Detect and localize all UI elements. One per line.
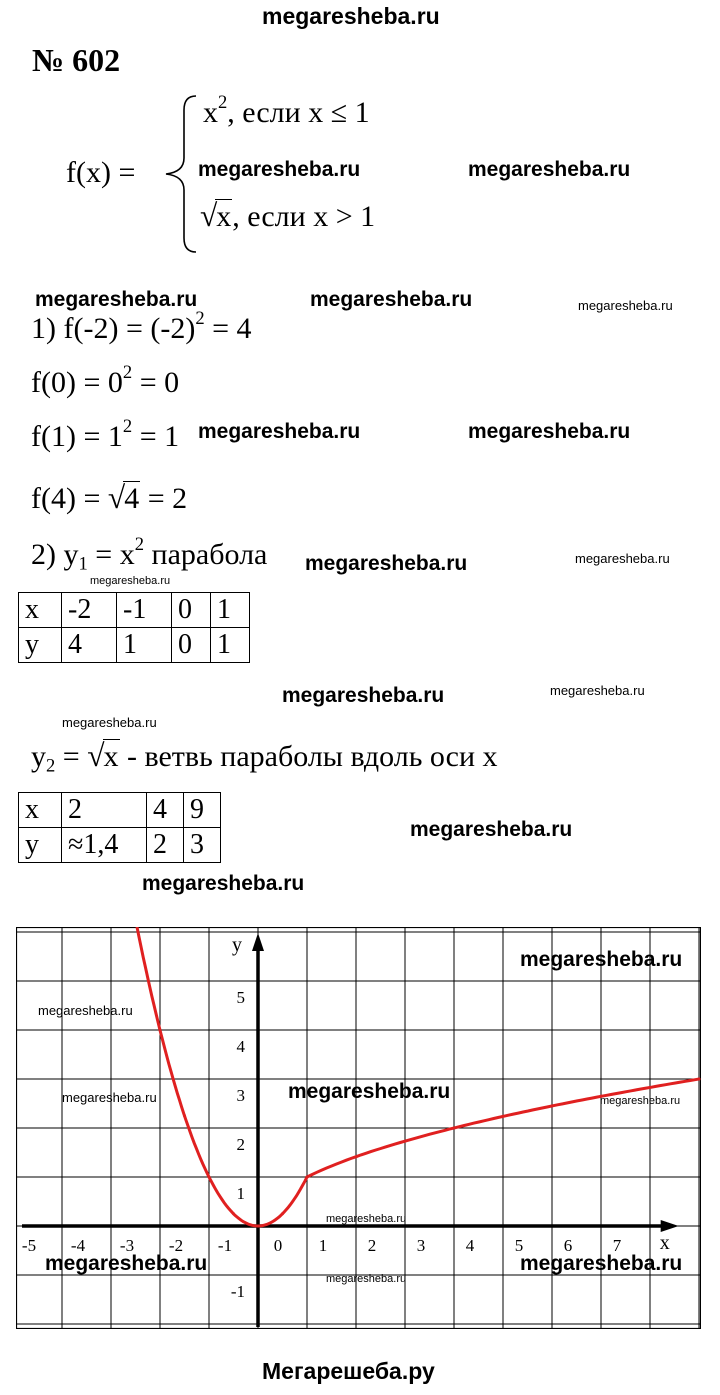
- case-1: [203, 92, 370, 130]
- function-lhs: f(x) =: [66, 156, 136, 189]
- sqrt-4: √4: [107, 480, 140, 515]
- table-cell: 1: [211, 628, 250, 663]
- x-tick-label: 4: [465, 1236, 475, 1255]
- header-site[interactable]: megaresheba.ru: [262, 3, 440, 29]
- case1-cond: , если x ≤ 1: [227, 96, 370, 129]
- x-tick-label: -2: [168, 1236, 184, 1255]
- watermark: megaresheba.ru: [35, 288, 198, 311]
- x-tick-label: 7: [612, 1236, 622, 1255]
- y-tick-label: 3: [236, 1086, 245, 1105]
- table-y2: [18, 792, 221, 863]
- table-row: [19, 828, 221, 863]
- table-cell: 0: [172, 593, 211, 628]
- data-point: [306, 1176, 309, 1179]
- data-point: [453, 1127, 456, 1130]
- case2-cond: , если x > 1: [232, 200, 376, 233]
- watermark: megaresheba.ru: [305, 552, 468, 575]
- y2-definition: $y_2 = √x$ - ветвь параболы вдоль оси x: [31, 738, 498, 777]
- case2-radicand: x: [216, 200, 232, 233]
- data-point: [281, 1212, 284, 1215]
- calc-line-4: f(4) = √4 = 2: [31, 480, 188, 515]
- watermark: megaresheba.ru: [198, 158, 361, 181]
- watermark: megaresheba.ru: [142, 872, 305, 895]
- watermark: megaresheba.ru: [282, 684, 445, 707]
- table-cell: 4: [62, 628, 117, 663]
- watermark: megaresheba.ru: [62, 1090, 157, 1105]
- y-tick-label: 4: [236, 1037, 245, 1056]
- table-cell: y: [19, 828, 62, 863]
- problem-number: № 602: [32, 42, 121, 78]
- x-tick-label: -4: [70, 1236, 86, 1255]
- calc-line-3: $f(1) = 1^2 = 1$: [31, 416, 180, 453]
- watermark: megaresheba.ru: [62, 715, 157, 730]
- watermark: megaresheba.ru: [198, 420, 361, 443]
- data-point: [404, 1140, 407, 1143]
- x-tick-label: 3: [416, 1236, 426, 1255]
- footer-site[interactable]: Мегарешеба.ру: [262, 1358, 435, 1384]
- case1-base: x: [203, 96, 218, 129]
- parabola-curve: [137, 927, 307, 1226]
- case-2: [200, 198, 375, 234]
- x-tick-label: 0: [273, 1236, 283, 1255]
- x-tick-label: 6: [563, 1236, 573, 1255]
- watermark: megaresheba.ru: [550, 683, 645, 698]
- y-tick-label: 2: [236, 1135, 245, 1154]
- table-cell: 2: [147, 828, 184, 863]
- data-point: [355, 1155, 358, 1158]
- table-cell: 9: [184, 793, 221, 828]
- watermark: megaresheba.ru: [326, 1273, 407, 1285]
- left-brace: [160, 92, 200, 258]
- table-cell: 1: [117, 628, 172, 663]
- watermark: megaresheba.ru: [520, 1252, 683, 1275]
- y-tick-label: -1: [230, 1282, 245, 1301]
- table-cell: ≈1,4: [62, 828, 147, 863]
- x-tick-label: -3: [119, 1236, 135, 1255]
- table-cell: 1: [211, 593, 250, 628]
- table-cell: 2: [62, 793, 147, 828]
- y2-sqrt: √x: [87, 738, 119, 773]
- watermark: megaresheba.ru: [410, 818, 573, 841]
- x-tick-label: -5: [21, 1236, 37, 1255]
- x-tick-label: -1: [217, 1236, 233, 1255]
- data-point: [257, 1225, 260, 1228]
- table-row: [19, 793, 221, 828]
- watermark: megaresheba.ru: [38, 1003, 133, 1018]
- table-cell: x: [19, 793, 62, 828]
- table-cell: 4: [147, 793, 184, 828]
- y-axis-arrow: [252, 933, 264, 951]
- data-point: [159, 1029, 162, 1032]
- watermark: megaresheba.ru: [468, 420, 631, 443]
- watermark: megaresheba.ru: [578, 298, 673, 313]
- table-row: [19, 628, 250, 663]
- x-tick-label: 2: [367, 1236, 377, 1255]
- table-cell: 0: [172, 628, 211, 663]
- watermark: megaresheba.ru: [45, 1252, 208, 1275]
- watermark: megaresheba.ru: [326, 1213, 407, 1225]
- watermark: megaresheba.ru: [468, 158, 631, 181]
- watermark: megaresheba.ru: [90, 575, 171, 587]
- table-cell: -2: [62, 593, 117, 628]
- table-y1: [18, 592, 250, 663]
- calc-line-1: 1) $f(-2) = (-2)^2 = 4$: [31, 308, 252, 345]
- data-point: [502, 1115, 505, 1118]
- table-cell: -1: [117, 593, 172, 628]
- table-cell: 3: [184, 828, 221, 863]
- data-point: [208, 1176, 211, 1179]
- table-cell: x: [19, 593, 62, 628]
- x-tick-label: 1: [318, 1236, 328, 1255]
- data-point: [232, 1212, 235, 1215]
- watermark: megaresheba.ru: [288, 1080, 451, 1103]
- watermark: megaresheba.ru: [520, 948, 683, 971]
- data-point: [183, 1114, 186, 1117]
- y-tick-label: 5: [236, 988, 245, 1007]
- y-axis-label: y: [232, 934, 242, 956]
- calc-line-2: $f(0) = 0^2 = 0$: [31, 362, 180, 399]
- watermark: megaresheba.ru: [575, 551, 670, 566]
- table-row: [19, 593, 250, 628]
- data-point: [551, 1104, 554, 1107]
- y1-definition: 2) $y_1 = x^2$ парабола: [31, 534, 268, 575]
- case1-exp: 2: [218, 92, 228, 114]
- x-axis-arrow: [661, 1220, 679, 1232]
- data-point: [698, 1078, 701, 1081]
- y-tick-label: 1: [236, 1184, 245, 1203]
- x-tick-label: 5: [514, 1236, 524, 1255]
- case2-sqrt: √x: [200, 198, 232, 233]
- x-axis-label: x: [659, 1232, 670, 1254]
- watermark: megaresheba.ru: [600, 1095, 681, 1107]
- data-point: [649, 1086, 652, 1089]
- watermark: megaresheba.ru: [310, 288, 473, 311]
- table-cell: y: [19, 628, 62, 663]
